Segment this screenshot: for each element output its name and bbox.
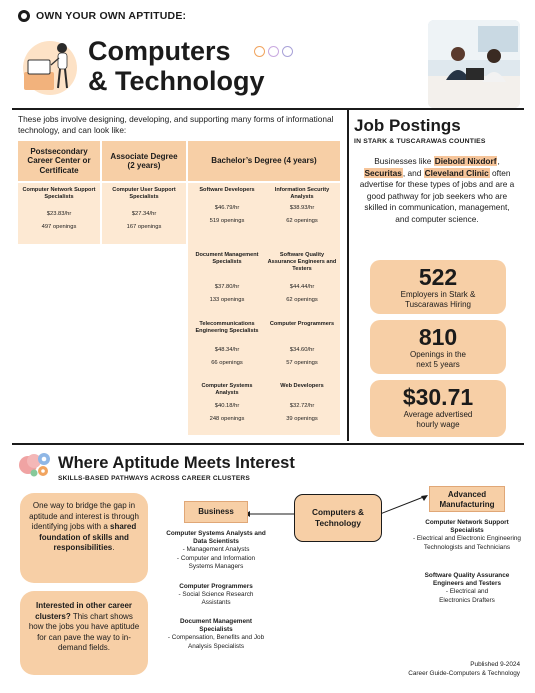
postings-text-pre: Businesses like bbox=[374, 156, 434, 166]
job-openings: 66 openings bbox=[211, 360, 243, 366]
job-wage: $32.72/hr bbox=[289, 403, 315, 409]
job-card bbox=[266, 252, 338, 304]
intro-text: These jobs involve designing, developing, and supporting many forms of informational technology, and can look like: bbox=[18, 114, 334, 135]
aptitude-subtitle: SKILLS-BASED PATHWAYS ACROSS CAREER CLUSTERS bbox=[58, 475, 250, 482]
manufacturing-group bbox=[412, 519, 522, 552]
job-openings: 39 openings bbox=[286, 416, 318, 422]
target-icon bbox=[18, 10, 30, 22]
job-wage: $27.34/hr bbox=[131, 211, 157, 217]
job-openings: 133 openings bbox=[209, 297, 245, 303]
bubble-bold: shared foundation of skills and responsibilities bbox=[39, 522, 137, 552]
job-title: Software Quality Assurance Engineers and Testers bbox=[267, 252, 337, 272]
center-cluster-box: Computers & Technology bbox=[294, 494, 382, 542]
job-wage: $40.18/hr bbox=[214, 403, 240, 409]
job-title: Computer Network Support Specialists bbox=[22, 187, 96, 200]
info-bubble-clusters bbox=[20, 591, 148, 675]
postings-sep: , and bbox=[402, 167, 424, 178]
title-line-1: Computers bbox=[88, 36, 231, 66]
group-title: Computer Network Support Specialists bbox=[425, 519, 509, 535]
column-header-bachelor: Bachelor’s Degree (4 years) bbox=[188, 141, 340, 181]
page-title bbox=[88, 36, 265, 96]
job-wage: $48.34/hr bbox=[214, 347, 240, 353]
job-card bbox=[192, 383, 262, 423]
postings-text-post: often advertise for these types of jobs and are a good pathway for job seekers who are skilled in communication, management, and computer science. bbox=[359, 167, 515, 224]
postings-title: Job Postings bbox=[354, 116, 461, 135]
job-wage: $38.93/hr bbox=[289, 205, 315, 211]
stat-card-employers bbox=[370, 260, 506, 314]
stat-label: Openings in the next 5 years bbox=[409, 350, 467, 369]
job-card bbox=[106, 187, 182, 231]
column-divider bbox=[347, 108, 349, 441]
business-group bbox=[164, 530, 268, 571]
group-item: - Electrical and Electronics Drafters bbox=[439, 588, 495, 604]
job-wage: $37.80/hr bbox=[214, 284, 240, 290]
stat-label: Employers in Stark & Tuscarawas Hiring bbox=[400, 290, 476, 309]
bubble-text: One way to bridge the gap in aptitude and interest is through identifying jobs with a bbox=[29, 501, 139, 531]
circle-icon bbox=[268, 46, 279, 57]
job-card bbox=[192, 321, 262, 367]
manufacturing-group bbox=[412, 572, 522, 605]
job-card bbox=[192, 187, 262, 225]
footer-published: Published 9-2024 bbox=[470, 661, 520, 668]
job-openings: 497 openings bbox=[41, 224, 77, 230]
company-highlight: Cleveland Clinic bbox=[424, 167, 489, 178]
brain-gears-icon bbox=[18, 451, 52, 479]
job-card bbox=[266, 383, 338, 423]
job-wage: $44.44/hr bbox=[289, 284, 315, 290]
column-header-associate: Associate Degree (2 years) bbox=[102, 141, 186, 181]
cluster-tag-business: Business bbox=[184, 501, 248, 523]
job-card bbox=[266, 321, 338, 367]
eyebrow-text: OWN YOUR OWN APTITUDE: bbox=[36, 10, 187, 22]
job-openings: 62 openings bbox=[286, 218, 318, 224]
footer bbox=[392, 661, 520, 679]
group-item: - Computer and Information Systems Managers bbox=[176, 554, 256, 570]
bubble-bold: Interested in other career clusters? bbox=[35, 601, 133, 621]
job-card bbox=[22, 187, 96, 231]
job-card bbox=[266, 187, 338, 225]
business-group bbox=[164, 618, 268, 651]
job-title: Information Security Analysts bbox=[274, 187, 330, 200]
aptitude-title: Where Aptitude Meets Interest bbox=[58, 454, 295, 472]
title-line-2: & Technology bbox=[88, 66, 265, 96]
office-photo bbox=[428, 20, 520, 108]
person-laptop-illustration bbox=[18, 34, 82, 98]
stat-card-wage bbox=[370, 380, 506, 437]
bubble-text: . bbox=[112, 543, 115, 552]
postings-subtitle: IN STARK & TUSCARAWAS COUNTIES bbox=[354, 138, 486, 145]
circle-icon bbox=[254, 46, 265, 57]
job-title: Computer Programmers bbox=[269, 321, 335, 327]
job-openings: 62 openings bbox=[286, 297, 318, 303]
stat-card-openings bbox=[370, 320, 506, 374]
job-title: Computer User Support Specialists bbox=[112, 187, 176, 200]
footer-guide-name: Career Guide-Computers & Technology bbox=[408, 669, 520, 677]
group-item: - Compensation, Benefits and Job Analysis Specialists bbox=[167, 634, 265, 650]
stat-value: 810 bbox=[418, 324, 458, 350]
job-title: Telecommunications Engineering Specialists bbox=[195, 321, 259, 334]
group-item: - Social Science Research Assistants bbox=[178, 591, 254, 607]
group-item: - Electrical and Electronic Engineering Technologists and Technicians bbox=[413, 535, 521, 551]
stat-value: $30.71 bbox=[402, 384, 474, 410]
job-title: Web Developers bbox=[280, 383, 324, 389]
job-title: Software Developers bbox=[199, 187, 255, 193]
postings-text bbox=[357, 156, 517, 225]
column-header-postsecondary: Postsecondary Career Center or Certificate bbox=[18, 141, 100, 181]
cluster-tag-manufacturing: Advanced Manufacturing bbox=[429, 486, 505, 512]
info-bubble-bridge bbox=[20, 493, 148, 583]
job-openings: 167 openings bbox=[126, 224, 162, 230]
group-title: Computer Systems Analysts and Data Scientists bbox=[166, 530, 266, 546]
job-wage: $23.83/hr bbox=[46, 211, 72, 217]
job-card bbox=[192, 252, 262, 304]
group-title: Computer Programmers bbox=[179, 583, 253, 590]
circle-icon bbox=[282, 46, 293, 57]
job-title: Document Management Specialists bbox=[195, 252, 259, 265]
group-title: Software Quality Assurance Engineers and Testers bbox=[424, 572, 510, 588]
job-openings: 57 openings bbox=[286, 360, 318, 366]
business-group bbox=[164, 583, 268, 608]
job-openings: 248 openings bbox=[209, 416, 245, 422]
company-highlight: Securitas bbox=[364, 167, 402, 178]
bubble-text: This chart shows how the jobs you have aptitude for can pave the way to in-demand fields. bbox=[28, 611, 140, 652]
eyebrow bbox=[18, 10, 186, 22]
header-divider bbox=[12, 108, 524, 110]
job-wage: $34.60/hr bbox=[289, 347, 315, 353]
job-wage: $46.79/hr bbox=[214, 205, 240, 211]
stat-label: Average advertised hourly wage bbox=[403, 410, 473, 429]
decorative-circles bbox=[254, 46, 293, 57]
stat-value: 522 bbox=[418, 264, 458, 290]
job-openings: 519 openings bbox=[209, 218, 245, 224]
group-title: Document Management Specialists bbox=[179, 618, 253, 634]
group-item: - Management Analysts bbox=[182, 546, 250, 554]
company-highlight: Diebold Nixdorf bbox=[434, 156, 497, 166]
job-title: Computer Systems Analysts bbox=[201, 383, 253, 396]
postings-sep: , bbox=[497, 156, 500, 166]
section-divider bbox=[12, 443, 524, 445]
